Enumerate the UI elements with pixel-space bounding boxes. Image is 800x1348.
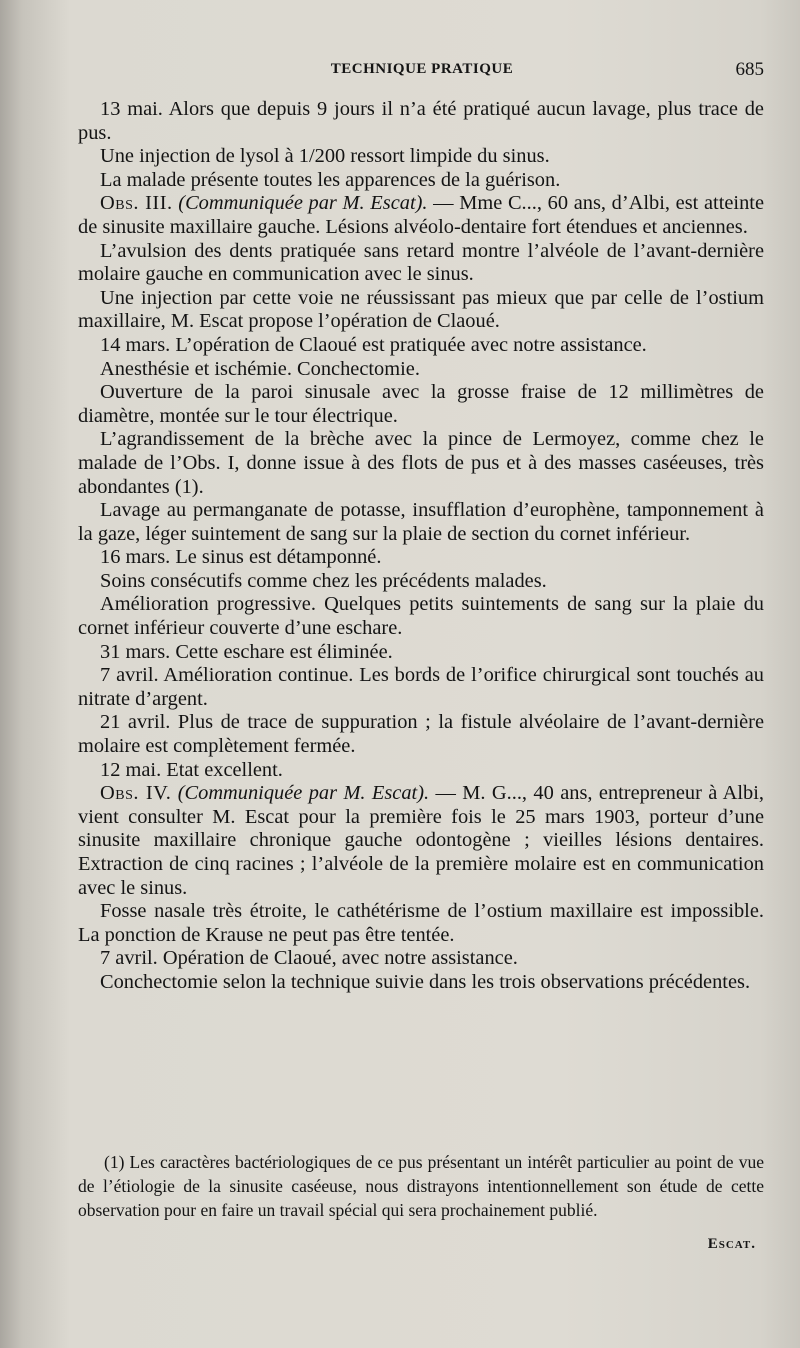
observation-label: Obs. IV. xyxy=(100,782,172,805)
observation-note: (Communiquée par M. Escat). xyxy=(177,782,430,805)
paragraph: 31 mars. Cette eschare est éliminée. xyxy=(100,640,393,663)
paragraph: Une injection par cette voie ne réussissant pas mieux que par celle de l’ostium maxillaire, M. Escat propose l’opération de Claoué. xyxy=(78,286,764,333)
paragraph: L’agrandissement de la brèche avec la pince de Lermoyez, comme chez le malade de l’Obs. I, donne issue à des flots de pus et à des masses caséeuses, très abondantes (1). xyxy=(78,428,764,498)
observation-label: Obs. III. xyxy=(100,192,173,215)
observation-note: (Communiquée par M. Escat). xyxy=(178,192,428,215)
paragraph: Une injection de lysol à 1/200 ressort limpide du sinus. xyxy=(100,145,550,168)
body-text xyxy=(78,98,764,995)
page-number: 685 xyxy=(735,59,764,80)
running-title: TECHNIQUE PRATIQUE xyxy=(330,61,514,77)
paragraph: Anesthésie et ischémie. Conchectomie. xyxy=(100,357,420,380)
observation-paragraph: Obs. IV. (Communiquée par M. Escat). — M. G..., 40 ans, entrepreneur à Albi, vient consulter M. Escat pour la première fois le 25 mars 1903, porteur d’une sinusite maxillaire chronique gauche odontogène ; vieilles lésions dentaires. Extraction de cinq racines ; l’alvéole de la première molaire est en communication avec le sinus. xyxy=(78,782,764,899)
paragraph: 21 avril. Plus de trace de suppuration ; la fistule alvéolaire de l’avant-dernière molaire est complètement fermée. xyxy=(78,711,764,758)
paragraph: Ouverture de la paroi sinusale avec la grosse fraise de 12 millimètres de diamètre, montée sur le tour électrique. xyxy=(78,381,764,427)
paragraph: 12 mai. Etat excellent. xyxy=(100,758,283,781)
author-signature: Escat. xyxy=(707,1236,756,1252)
paragraph: 14 mars. L’opération de Claoué est pratiquée avec notre assistance. xyxy=(100,333,647,356)
paragraph: 7 avril. Opération de Claoué, avec notre assistance. xyxy=(100,947,518,970)
paragraph: Lavage au permanganate de potasse, insufflation d’europhène, tamponnement à la gaze, léger suintement de sang sur la plaie de section du cornet inférieur. xyxy=(78,499,764,545)
footnote-paragraph xyxy=(78,1150,764,1222)
observation-paragraph: Obs. III. (Communiquée par M. Escat). — Mme C..., 60 ans, d’Albi, est atteinte de sinusite maxillaire gauche. Lésions alvéolo-dentaire fort étendues et anciennes. xyxy=(78,192,764,238)
page-header xyxy=(78,57,766,83)
paragraph: Fosse nasale très étroite, le cathétérisme de l’ostium maxillaire est impossible. La ponction de Krause ne peut pas être tentée. xyxy=(78,900,764,946)
paragraph: La malade présente toutes les apparences de la guérison. xyxy=(100,168,561,191)
footnote-marker: (1) xyxy=(104,1152,125,1172)
paragraph: Amélioration progressive. Quelques petits suintements de sang sur la plaie du cornet inférieur couverte d’une eschare. xyxy=(78,593,764,640)
footnote xyxy=(78,1150,764,1222)
paragraph: 7 avril. Amélioration continue. Les bords de l’orifice chirurgical sont touchés au nitrate d’argent. xyxy=(78,664,764,710)
paragraph: 16 mars. Le sinus est détamponné. xyxy=(100,546,382,569)
paragraph: Conchectomie selon la technique suivie dans les trois observations précédentes. xyxy=(100,970,751,993)
paragraph: Soins consécutifs comme chez les précédents malades. xyxy=(100,569,547,592)
paragraph: L’avulsion des dents pratiquée sans retard montre l’alvéole de l’avant-dernière molaire gauche en communication avec le sinus. xyxy=(78,239,764,286)
paragraph: 13 mai. Alors que depuis 9 jours il n’a été pratiqué aucun lavage, plus trace de pus. xyxy=(78,98,764,144)
footnote-text: Les caractères bactériologiques de ce pus présentant un intérêt particulier au point de vue de l’étiologie de la sinusite caséeuse, nous distrayons intentionnellement son étude de cette observation pour en faire un travail spécial qui sera prochainement publié. xyxy=(78,1152,764,1220)
